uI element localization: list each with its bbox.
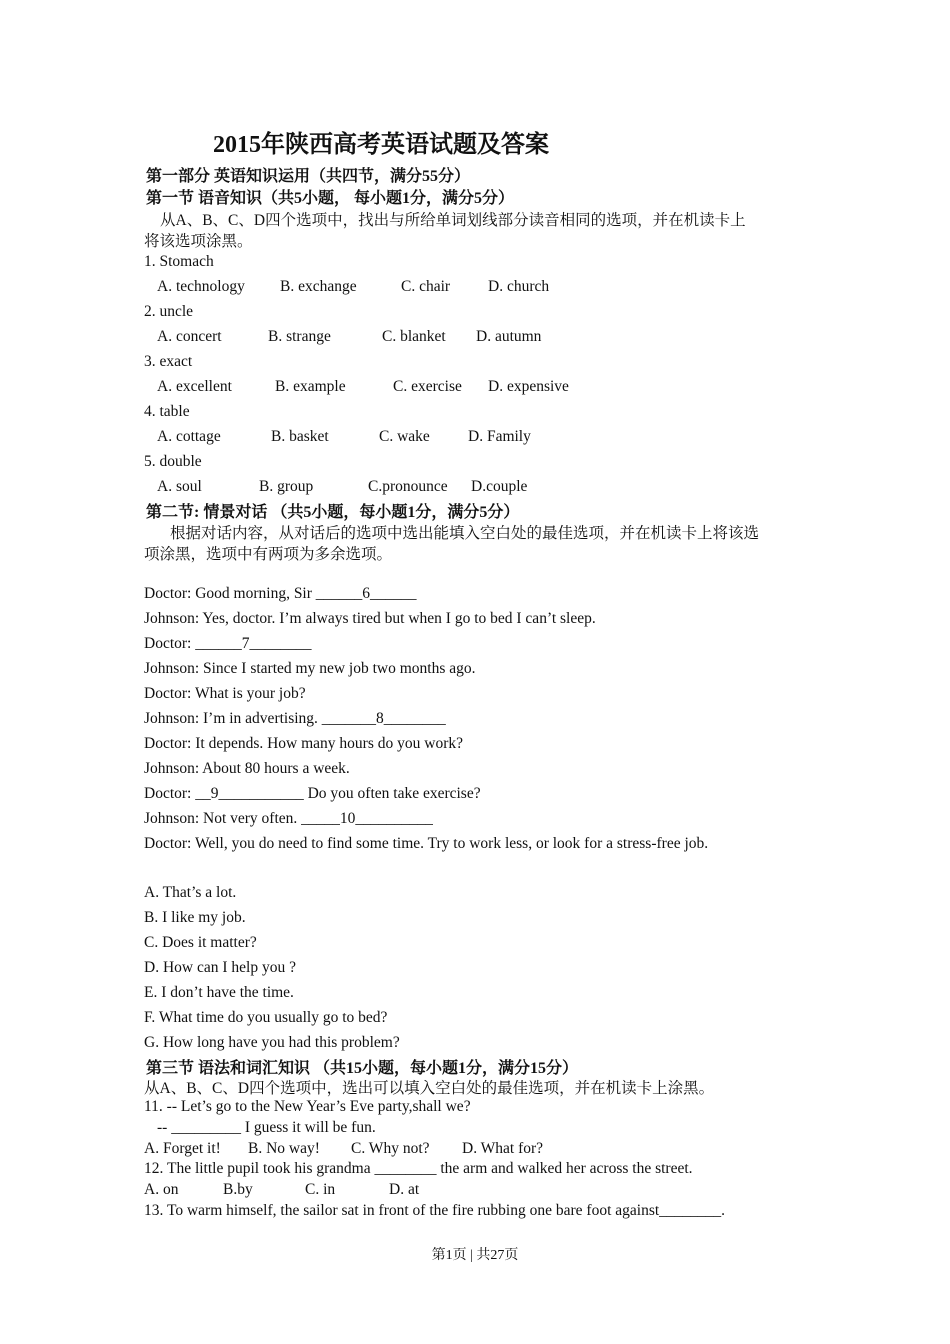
section2-heading: 第二节: 情景对话 （共5小题，每小题1分，满分5分）: [146, 504, 520, 521]
q1-option-b: B. exchange: [280, 278, 357, 295]
dialogue-line: Johnson: About 80 hours a week.: [144, 760, 350, 777]
q1-option-d: D. church: [488, 278, 550, 295]
dialogue-line: Doctor: ______7________: [144, 635, 312, 652]
q12-option-a: A. on: [144, 1181, 179, 1198]
dialogue-line: Doctor: Good morning, Sir ______6______: [144, 585, 417, 602]
q2-option-d: D. autumn: [476, 328, 542, 345]
question-2: 2. uncle: [144, 303, 194, 320]
q12-option-d: D. at: [389, 1181, 420, 1198]
q11-option-d: D. What for?: [462, 1140, 544, 1157]
choice-item: G. How long have you had this problem?: [144, 1034, 400, 1051]
question-4: 4. table: [144, 403, 190, 420]
section2-instruction-cont: 项涂黑，选项中有两项为多余选项。: [144, 546, 393, 563]
dialogue-line: Johnson: Since I started my new job two months ago.: [144, 660, 476, 677]
dialogue-line: Doctor: Well, you do need to find some time. Try to work less, or look for a stress-free job.: [144, 835, 709, 852]
dialogue-line: Johnson: Not very often. _____10__________: [144, 810, 433, 827]
q3-option-c: C. exercise: [393, 378, 462, 395]
q3-option-d: D. expensive: [488, 378, 569, 395]
question-13: 13. To warm himself, the sailor sat in front of the fire rubbing one bare foot against________.: [144, 1202, 726, 1219]
q3-option-a: A. excellent: [157, 378, 232, 395]
q4-option-a: A. cottage: [157, 428, 221, 445]
q2-option-c: C. blanket: [382, 328, 446, 345]
choice-item: C. Does it matter?: [144, 934, 257, 951]
choice-item: E. I don’t have the time.: [144, 984, 294, 1001]
q12-option-b: B.by: [223, 1181, 253, 1198]
section1-heading: 第一节 语音知识（共5小题， 每小题1分，满分5分）: [146, 190, 515, 207]
part-heading: 第一部分 英语知识运用（共四节，满分55分）: [146, 168, 471, 185]
q11-option-c: C. Why not?: [351, 1140, 430, 1157]
q3-option-b: B. example: [275, 378, 346, 395]
page-footer: 第1页 | 共27页: [431, 1248, 519, 1263]
q2-option-a: A. concert: [157, 328, 222, 345]
dialogue-line: Doctor: It depends. How many hours do you work?: [144, 735, 463, 752]
q5-option-c: C.pronounce: [368, 478, 448, 495]
q11-option-a: A. Forget it!: [144, 1140, 221, 1157]
q5-option-a: A. soul: [157, 478, 202, 495]
dialogue-line: Johnson: I’m in advertising. _______8________: [144, 710, 446, 727]
section3-heading: 第三节 语法和词汇知识 （共15小题，每小题1分，满分15分）: [146, 1060, 579, 1077]
q11-option-b: B. No way!: [248, 1140, 320, 1157]
q5-option-d: D.couple: [471, 478, 528, 495]
section2-instruction: 根据对话内容，从对话后的选项中选出能填入空白处的最佳选项，并在机读卡上将该选: [170, 525, 760, 542]
question-3: 3. exact: [144, 353, 193, 370]
q5-option-b: B. group: [259, 478, 314, 495]
q1-option-a: A. technology: [157, 278, 245, 295]
q12-option-c: C. in: [305, 1181, 336, 1198]
dialogue-line: Johnson: Yes, doctor. I’m always tired but when I go to bed I can’t sleep.: [144, 610, 596, 627]
q4-option-b: B. basket: [271, 428, 329, 445]
question-11: 11. -- Let’s go to the New Year’s Eve party,shall we?: [144, 1098, 471, 1115]
dialogue-line: Doctor: What is your job?: [144, 685, 306, 702]
section1-instruction-cont: 将该选项涂黑。: [144, 233, 253, 250]
question-1: 1. Stomach: [144, 253, 214, 270]
q4-option-c: C. wake: [379, 428, 430, 445]
q2-option-b: B. strange: [268, 328, 331, 345]
choice-item: B. I like my job.: [144, 909, 246, 926]
question-12: 12. The little pupil took his grandma ________ the arm and walked her across the street.: [144, 1160, 693, 1177]
q4-option-d: D. Family: [468, 428, 531, 445]
choice-item: F. What time do you usually go to bed?: [144, 1009, 388, 1026]
document-title: 2015年陕西高考英语试题及答案: [213, 132, 549, 158]
choice-item: D. How can I help you ?: [144, 959, 296, 976]
section1-instruction: 从A、B、C、D四个选项中，找出与所给单词划线部分读音相同的选项，并在机读卡上: [160, 212, 746, 229]
choice-item: A. That’s a lot.: [144, 884, 237, 901]
section3-instruction: 从A、B、C、D四个选项中，选出可以填入空白处的最佳选项，并在机读卡上涂黑。: [144, 1080, 715, 1097]
dialogue-line: Doctor: __9___________ Do you often take exercise?: [144, 785, 481, 802]
q1-option-c: C. chair: [401, 278, 451, 295]
question-5: 5. double: [144, 453, 202, 470]
question-11-reply: -- _________ I guess it will be fun.: [157, 1119, 376, 1136]
